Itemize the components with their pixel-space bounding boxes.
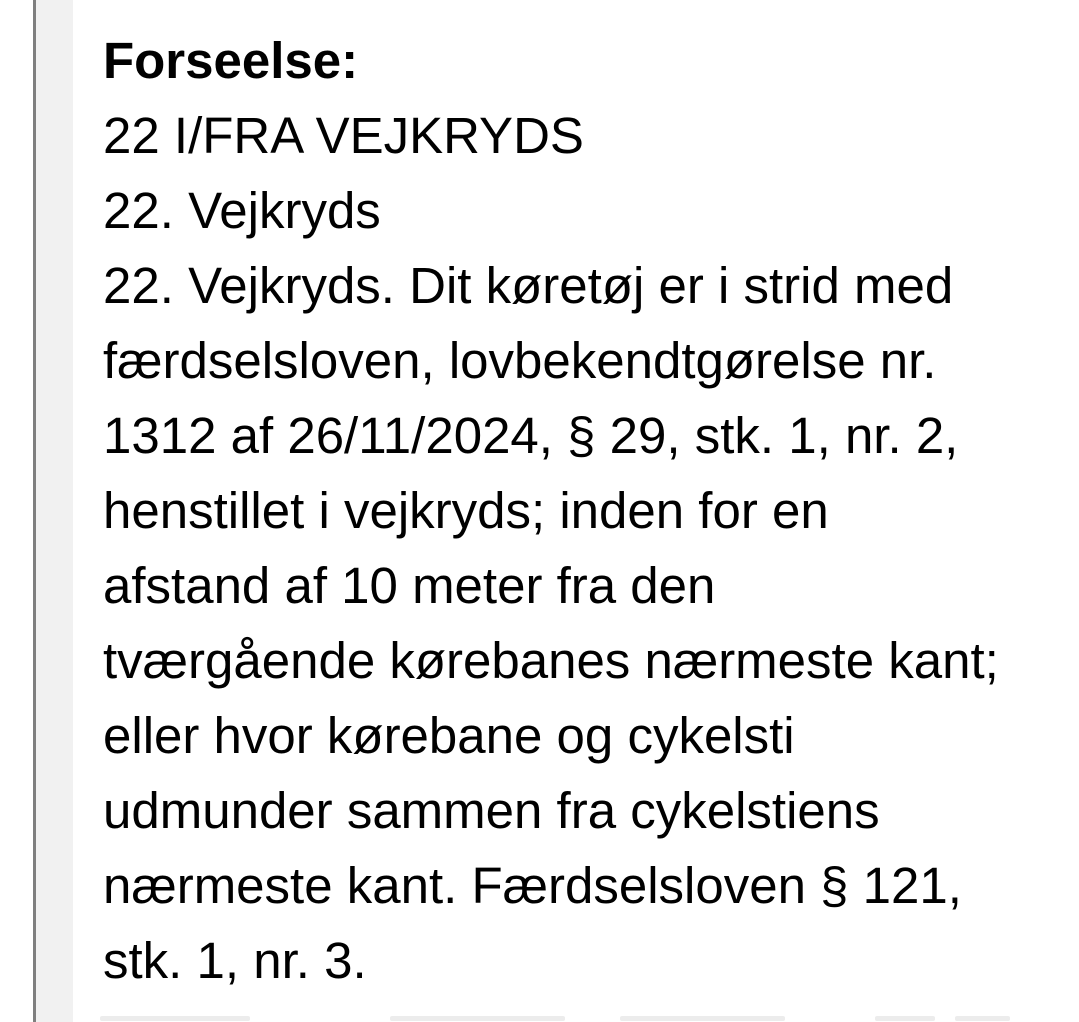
text-line: 22. Vejkryds (103, 182, 381, 239)
violation-heading: Forseelse: (103, 32, 359, 89)
cutoff-next-text-line (0, 1014, 1079, 1022)
text-line: stk. 1, nr. 3. (103, 932, 367, 989)
text-line: færdselsloven, lovbekendtgørelse nr. (103, 332, 937, 389)
cutoff-text-fragment (620, 1016, 785, 1021)
cutoff-text-fragment (520, 1016, 565, 1021)
cutoff-text-fragment (955, 1016, 1010, 1021)
cutoff-text-fragment (875, 1016, 935, 1021)
text-line: udmunder sammen fra cykelstiens (103, 782, 880, 839)
text-line: eller hvor kørebane og cykelsti (103, 707, 795, 764)
left-gutter-border (33, 0, 36, 1022)
cutoff-text-fragment (390, 1016, 540, 1021)
text-line: 1312 af 26/11/2024, § 29, stk. 1, nr. 2, (103, 407, 959, 464)
text-line: henstillet i vejkryds; inden for en (103, 482, 829, 539)
text-line: 22 I/FRA VEJKRYDS (103, 107, 584, 164)
cutoff-text-fragment (100, 1016, 250, 1021)
text-line: nærmeste kant. Færdselsloven § 121, (103, 857, 962, 914)
left-gutter-strip (36, 0, 73, 1022)
violation-section (103, 23, 1033, 998)
text-line: 22. Vejkryds. Dit køretøj er i strid med (103, 257, 954, 314)
text-line: afstand af 10 meter fra den (103, 557, 716, 614)
text-line: tværgående kørebanes nærmeste kant; (103, 632, 999, 689)
